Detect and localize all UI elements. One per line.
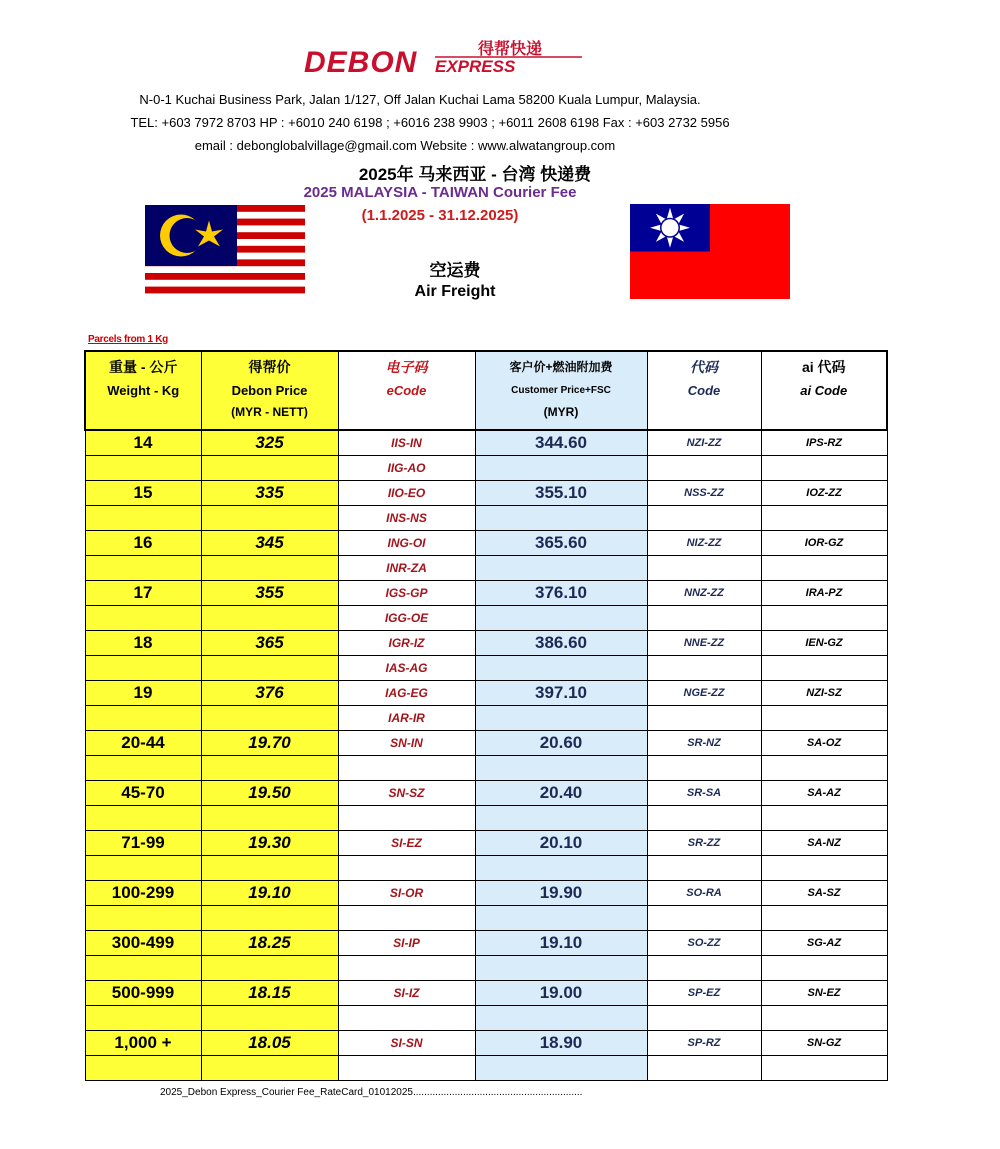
- weight-sub-cell: [85, 556, 201, 581]
- customer-price-sub-cell: [475, 1056, 647, 1081]
- table-row-sub: [85, 506, 887, 531]
- service-chinese: 空运费: [429, 261, 481, 280]
- code-sub-cell: [647, 706, 761, 731]
- code-cell: SP-EZ: [647, 981, 761, 1006]
- debon-price-cell: 325: [201, 430, 338, 456]
- weight-cell: 45-70: [85, 781, 201, 806]
- ai-code-cell: SA-AZ: [761, 781, 887, 806]
- ai-code-cell: NZI-SZ: [761, 681, 887, 706]
- ecode-sub-cell: IGG-OE: [338, 606, 475, 631]
- ai-code-cell: IRA-PZ: [761, 581, 887, 606]
- customer-price-cell: 19.10: [475, 931, 647, 956]
- header-ai-code: ai 代码 ai Code: [761, 351, 887, 430]
- ecode-sub-cell: IIG-AO: [338, 456, 475, 481]
- debon-price-cell: 18.05: [201, 1031, 338, 1056]
- rate-table-body: [85, 430, 887, 1081]
- weight-cell: 1,000 +: [85, 1031, 201, 1056]
- ai-code-cell: SG-AZ: [761, 931, 887, 956]
- ecode-cell: IIS-IN: [338, 430, 475, 456]
- debon-price-sub-cell: [201, 506, 338, 531]
- weight-cell: 18: [85, 631, 201, 656]
- weight-sub-cell: [85, 806, 201, 831]
- customer-price-sub-cell: [475, 506, 647, 531]
- ecode-cell: IGR-IZ: [338, 631, 475, 656]
- customer-price-cell: 18.90: [475, 1031, 647, 1056]
- ecode-sub-cell: INS-NS: [338, 506, 475, 531]
- debon-price-sub-cell: [201, 1056, 338, 1081]
- table-row: [85, 931, 887, 956]
- debon-price-sub-cell: [201, 606, 338, 631]
- weight-sub-cell: [85, 456, 201, 481]
- weight-cell: 16: [85, 531, 201, 556]
- ecode-sub-cell: [338, 856, 475, 881]
- weight-cell: 14: [85, 430, 201, 456]
- code-sub-cell: [647, 606, 761, 631]
- rate-table: [84, 350, 888, 1081]
- header-ecode: 电子码 eCode: [338, 351, 475, 430]
- ai-code-cell: SA-SZ: [761, 881, 887, 906]
- logo-brand: DEBON: [304, 46, 418, 78]
- title-chinese: 2025年 马来西亚 - 台湾 快递费: [358, 165, 592, 184]
- table-row: [85, 681, 887, 706]
- customer-price-cell: 20.10: [475, 831, 647, 856]
- customer-price-sub-cell: [475, 806, 647, 831]
- debon-price-cell: 335: [201, 481, 338, 506]
- customer-price-cell: 20.40: [475, 781, 647, 806]
- table-row-sub: [85, 456, 887, 481]
- table-row-sub: [85, 956, 887, 981]
- customer-price-sub-cell: [475, 606, 647, 631]
- table-row: [85, 981, 887, 1006]
- service-english: Air Freight: [414, 283, 496, 300]
- code-sub-cell: [647, 1056, 761, 1081]
- code-sub-cell: [647, 506, 761, 531]
- debon-price-cell: 18.25: [201, 931, 338, 956]
- customer-price-cell: 20.60: [475, 731, 647, 756]
- weight-cell: 17: [85, 581, 201, 606]
- validity-period: (1.1.2025 - 31.12.2025): [361, 207, 519, 224]
- footer-filename: 2025_Debon Express_Courier Fee_RateCard_01012025.............................................................: [160, 1087, 583, 1098]
- ecode-sub-cell: IAS-AG: [338, 656, 475, 681]
- header-code: 代码 Code: [647, 351, 761, 430]
- debon-price-sub-cell: [201, 756, 338, 781]
- debon-price-cell: 19.10: [201, 881, 338, 906]
- customer-price-sub-cell: [475, 556, 647, 581]
- ecode-cell: SI-IZ: [338, 981, 475, 1006]
- debon-price-sub-cell: [201, 806, 338, 831]
- table-row: [85, 831, 887, 856]
- table-row-sub: [85, 756, 887, 781]
- table-row-sub: [85, 1056, 887, 1081]
- debon-price-sub-cell: [201, 956, 338, 981]
- ecode-cell: SI-IP: [338, 931, 475, 956]
- table-row: [85, 581, 887, 606]
- debon-price-sub-cell: [201, 456, 338, 481]
- code-sub-cell: [647, 856, 761, 881]
- ai-code-sub-cell: [761, 906, 887, 931]
- weight-sub-cell: [85, 606, 201, 631]
- company-web: email : debonglobalvillage@gmail.com Website : www.alwatangroup.com: [194, 138, 616, 153]
- ai-code-sub-cell: [761, 956, 887, 981]
- code-cell: NIZ-ZZ: [647, 531, 761, 556]
- debon-price-cell: 345: [201, 531, 338, 556]
- debon-price-sub-cell: [201, 1006, 338, 1031]
- debon-price-cell: 376: [201, 681, 338, 706]
- ai-code-sub-cell: [761, 756, 887, 781]
- table-row: [85, 531, 887, 556]
- header-debon-price: 得帮价 Debon Price (MYR - NETT): [201, 351, 338, 430]
- customer-price-sub-cell: [475, 856, 647, 881]
- ecode-sub-cell: [338, 1006, 475, 1031]
- code-cell: SR-ZZ: [647, 831, 761, 856]
- weight-sub-cell: [85, 656, 201, 681]
- debon-price-sub-cell: [201, 556, 338, 581]
- ecode-sub-cell: [338, 956, 475, 981]
- code-cell: SO-RA: [647, 881, 761, 906]
- customer-price-cell: 397.10: [475, 681, 647, 706]
- ecode-cell: SI-EZ: [338, 831, 475, 856]
- weight-cell: 20-44: [85, 731, 201, 756]
- weight-cell: 500-999: [85, 981, 201, 1006]
- code-cell: NNE-ZZ: [647, 631, 761, 656]
- code-sub-cell: [647, 806, 761, 831]
- ai-code-sub-cell: [761, 606, 887, 631]
- ai-code-sub-cell: [761, 506, 887, 531]
- code-cell: SO-ZZ: [647, 931, 761, 956]
- weight-sub-cell: [85, 756, 201, 781]
- ecode-cell: IIO-EO: [338, 481, 475, 506]
- ai-code-sub-cell: [761, 556, 887, 581]
- ecode-cell: SN-IN: [338, 731, 475, 756]
- debon-price-sub-cell: [201, 656, 338, 681]
- company-address: N-0-1 Kuchai Business Park, Jalan 1/127, Off Jalan Kuchai Lama 58200 Kuala Lumpur, Malaysia.: [139, 92, 701, 107]
- code-cell: SP-RZ: [647, 1031, 761, 1056]
- customer-price-sub-cell: [475, 656, 647, 681]
- ecode-cell: IGS-GP: [338, 581, 475, 606]
- ai-code-sub-cell: [761, 1056, 887, 1081]
- debon-price-cell: 365: [201, 631, 338, 656]
- ai-code-cell: SN-EZ: [761, 981, 887, 1006]
- table-row: [85, 631, 887, 656]
- weight-cell: 300-499: [85, 931, 201, 956]
- table-header-row: [85, 351, 887, 430]
- code-sub-cell: [647, 756, 761, 781]
- ai-code-cell: IOZ-ZZ: [761, 481, 887, 506]
- debon-price-sub-cell: [201, 906, 338, 931]
- ecode-sub-cell: INR-ZA: [338, 556, 475, 581]
- ai-code-cell: IOR-GZ: [761, 531, 887, 556]
- logo-brand-express: EXPRESS: [435, 57, 516, 76]
- ai-code-cell: IEN-GZ: [761, 631, 887, 656]
- debon-price-cell: 19.70: [201, 731, 338, 756]
- code-sub-cell: [647, 656, 761, 681]
- table-row: [85, 481, 887, 506]
- header-customer-price: 客户价+燃油附加费 Customer Price+FSC (MYR): [475, 351, 647, 430]
- weight-sub-cell: [85, 856, 201, 881]
- logo-chinese: 得帮快递: [478, 39, 543, 58]
- ai-code-sub-cell: [761, 1006, 887, 1031]
- title-english: 2025 MALAYSIA - TAIWAN Courier Fee: [303, 184, 577, 201]
- ecode-sub-cell: [338, 1056, 475, 1081]
- weight-cell: 71-99: [85, 831, 201, 856]
- table-row: [85, 781, 887, 806]
- code-sub-cell: [647, 1006, 761, 1031]
- code-sub-cell: [647, 956, 761, 981]
- debon-price-cell: 19.50: [201, 781, 338, 806]
- customer-price-cell: 344.60: [475, 430, 647, 456]
- table-row: [85, 430, 887, 456]
- ai-code-cell: SA-NZ: [761, 831, 887, 856]
- table-row-sub: [85, 556, 887, 581]
- ai-code-sub-cell: [761, 456, 887, 481]
- customer-price-sub-cell: [475, 706, 647, 731]
- debon-express-logo: [300, 38, 600, 78]
- ecode-cell: ING-OI: [338, 531, 475, 556]
- customer-price-cell: 19.90: [475, 881, 647, 906]
- ai-code-sub-cell: [761, 856, 887, 881]
- code-cell: SR-NZ: [647, 731, 761, 756]
- ai-code-sub-cell: [761, 806, 887, 831]
- weight-sub-cell: [85, 906, 201, 931]
- ecode-sub-cell: [338, 756, 475, 781]
- header-weight: 重量 - 公斤 Weight - Kg: [85, 351, 201, 430]
- malaysia-flag-icon: [145, 205, 305, 300]
- customer-price-cell: 376.10: [475, 581, 647, 606]
- code-cell: SR-SA: [647, 781, 761, 806]
- ai-code-sub-cell: [761, 706, 887, 731]
- debon-price-cell: 18.15: [201, 981, 338, 1006]
- customer-price-sub-cell: [475, 906, 647, 931]
- weight-sub-cell: [85, 956, 201, 981]
- customer-price-sub-cell: [475, 456, 647, 481]
- taiwan-flag-icon: [630, 204, 790, 299]
- code-sub-cell: [647, 906, 761, 931]
- parcels-note: Parcels from 1 Kg: [88, 334, 168, 345]
- table-row-sub: [85, 606, 887, 631]
- code-cell: NGE-ZZ: [647, 681, 761, 706]
- company-contact: TEL: +603 7972 8703 HP : +6010 240 6198 ; +6016 238 9903 ; +6011 2608 6198 Fax : +603 2732 5956: [130, 115, 730, 130]
- code-cell: NNZ-ZZ: [647, 581, 761, 606]
- debon-price-sub-cell: [201, 856, 338, 881]
- ecode-cell: SI-OR: [338, 881, 475, 906]
- table-row: [85, 881, 887, 906]
- ecode-cell: SN-SZ: [338, 781, 475, 806]
- weight-sub-cell: [85, 706, 201, 731]
- ecode-cell: SI-SN: [338, 1031, 475, 1056]
- debon-price-cell: 355: [201, 581, 338, 606]
- table-row-sub: [85, 856, 887, 881]
- table-row-sub: [85, 1006, 887, 1031]
- customer-price-cell: 386.60: [475, 631, 647, 656]
- weight-cell: 19: [85, 681, 201, 706]
- table-row: [85, 731, 887, 756]
- code-sub-cell: [647, 456, 761, 481]
- ecode-sub-cell: [338, 906, 475, 931]
- code-cell: NZI-ZZ: [647, 430, 761, 456]
- debon-price-sub-cell: [201, 706, 338, 731]
- ai-code-cell: IPS-RZ: [761, 430, 887, 456]
- customer-price-sub-cell: [475, 1006, 647, 1031]
- weight-cell: 100-299: [85, 881, 201, 906]
- customer-price-cell: 355.10: [475, 481, 647, 506]
- ecode-cell: IAG-EG: [338, 681, 475, 706]
- weight-cell: 15: [85, 481, 201, 506]
- ecode-sub-cell: IAR-IR: [338, 706, 475, 731]
- code-sub-cell: [647, 556, 761, 581]
- code-cell: NSS-ZZ: [647, 481, 761, 506]
- weight-sub-cell: [85, 506, 201, 531]
- table-row-sub: [85, 706, 887, 731]
- ai-code-sub-cell: [761, 656, 887, 681]
- ai-code-cell: SN-GZ: [761, 1031, 887, 1056]
- table-row-sub: [85, 906, 887, 931]
- weight-sub-cell: [85, 1056, 201, 1081]
- table-row-sub: [85, 806, 887, 831]
- ecode-sub-cell: [338, 806, 475, 831]
- table-row: [85, 1031, 887, 1056]
- customer-price-cell: 365.60: [475, 531, 647, 556]
- customer-price-cell: 19.00: [475, 981, 647, 1006]
- customer-price-sub-cell: [475, 956, 647, 981]
- ai-code-cell: SA-OZ: [761, 731, 887, 756]
- weight-sub-cell: [85, 1006, 201, 1031]
- customer-price-sub-cell: [475, 756, 647, 781]
- debon-price-cell: 19.30: [201, 831, 338, 856]
- table-row-sub: [85, 656, 887, 681]
